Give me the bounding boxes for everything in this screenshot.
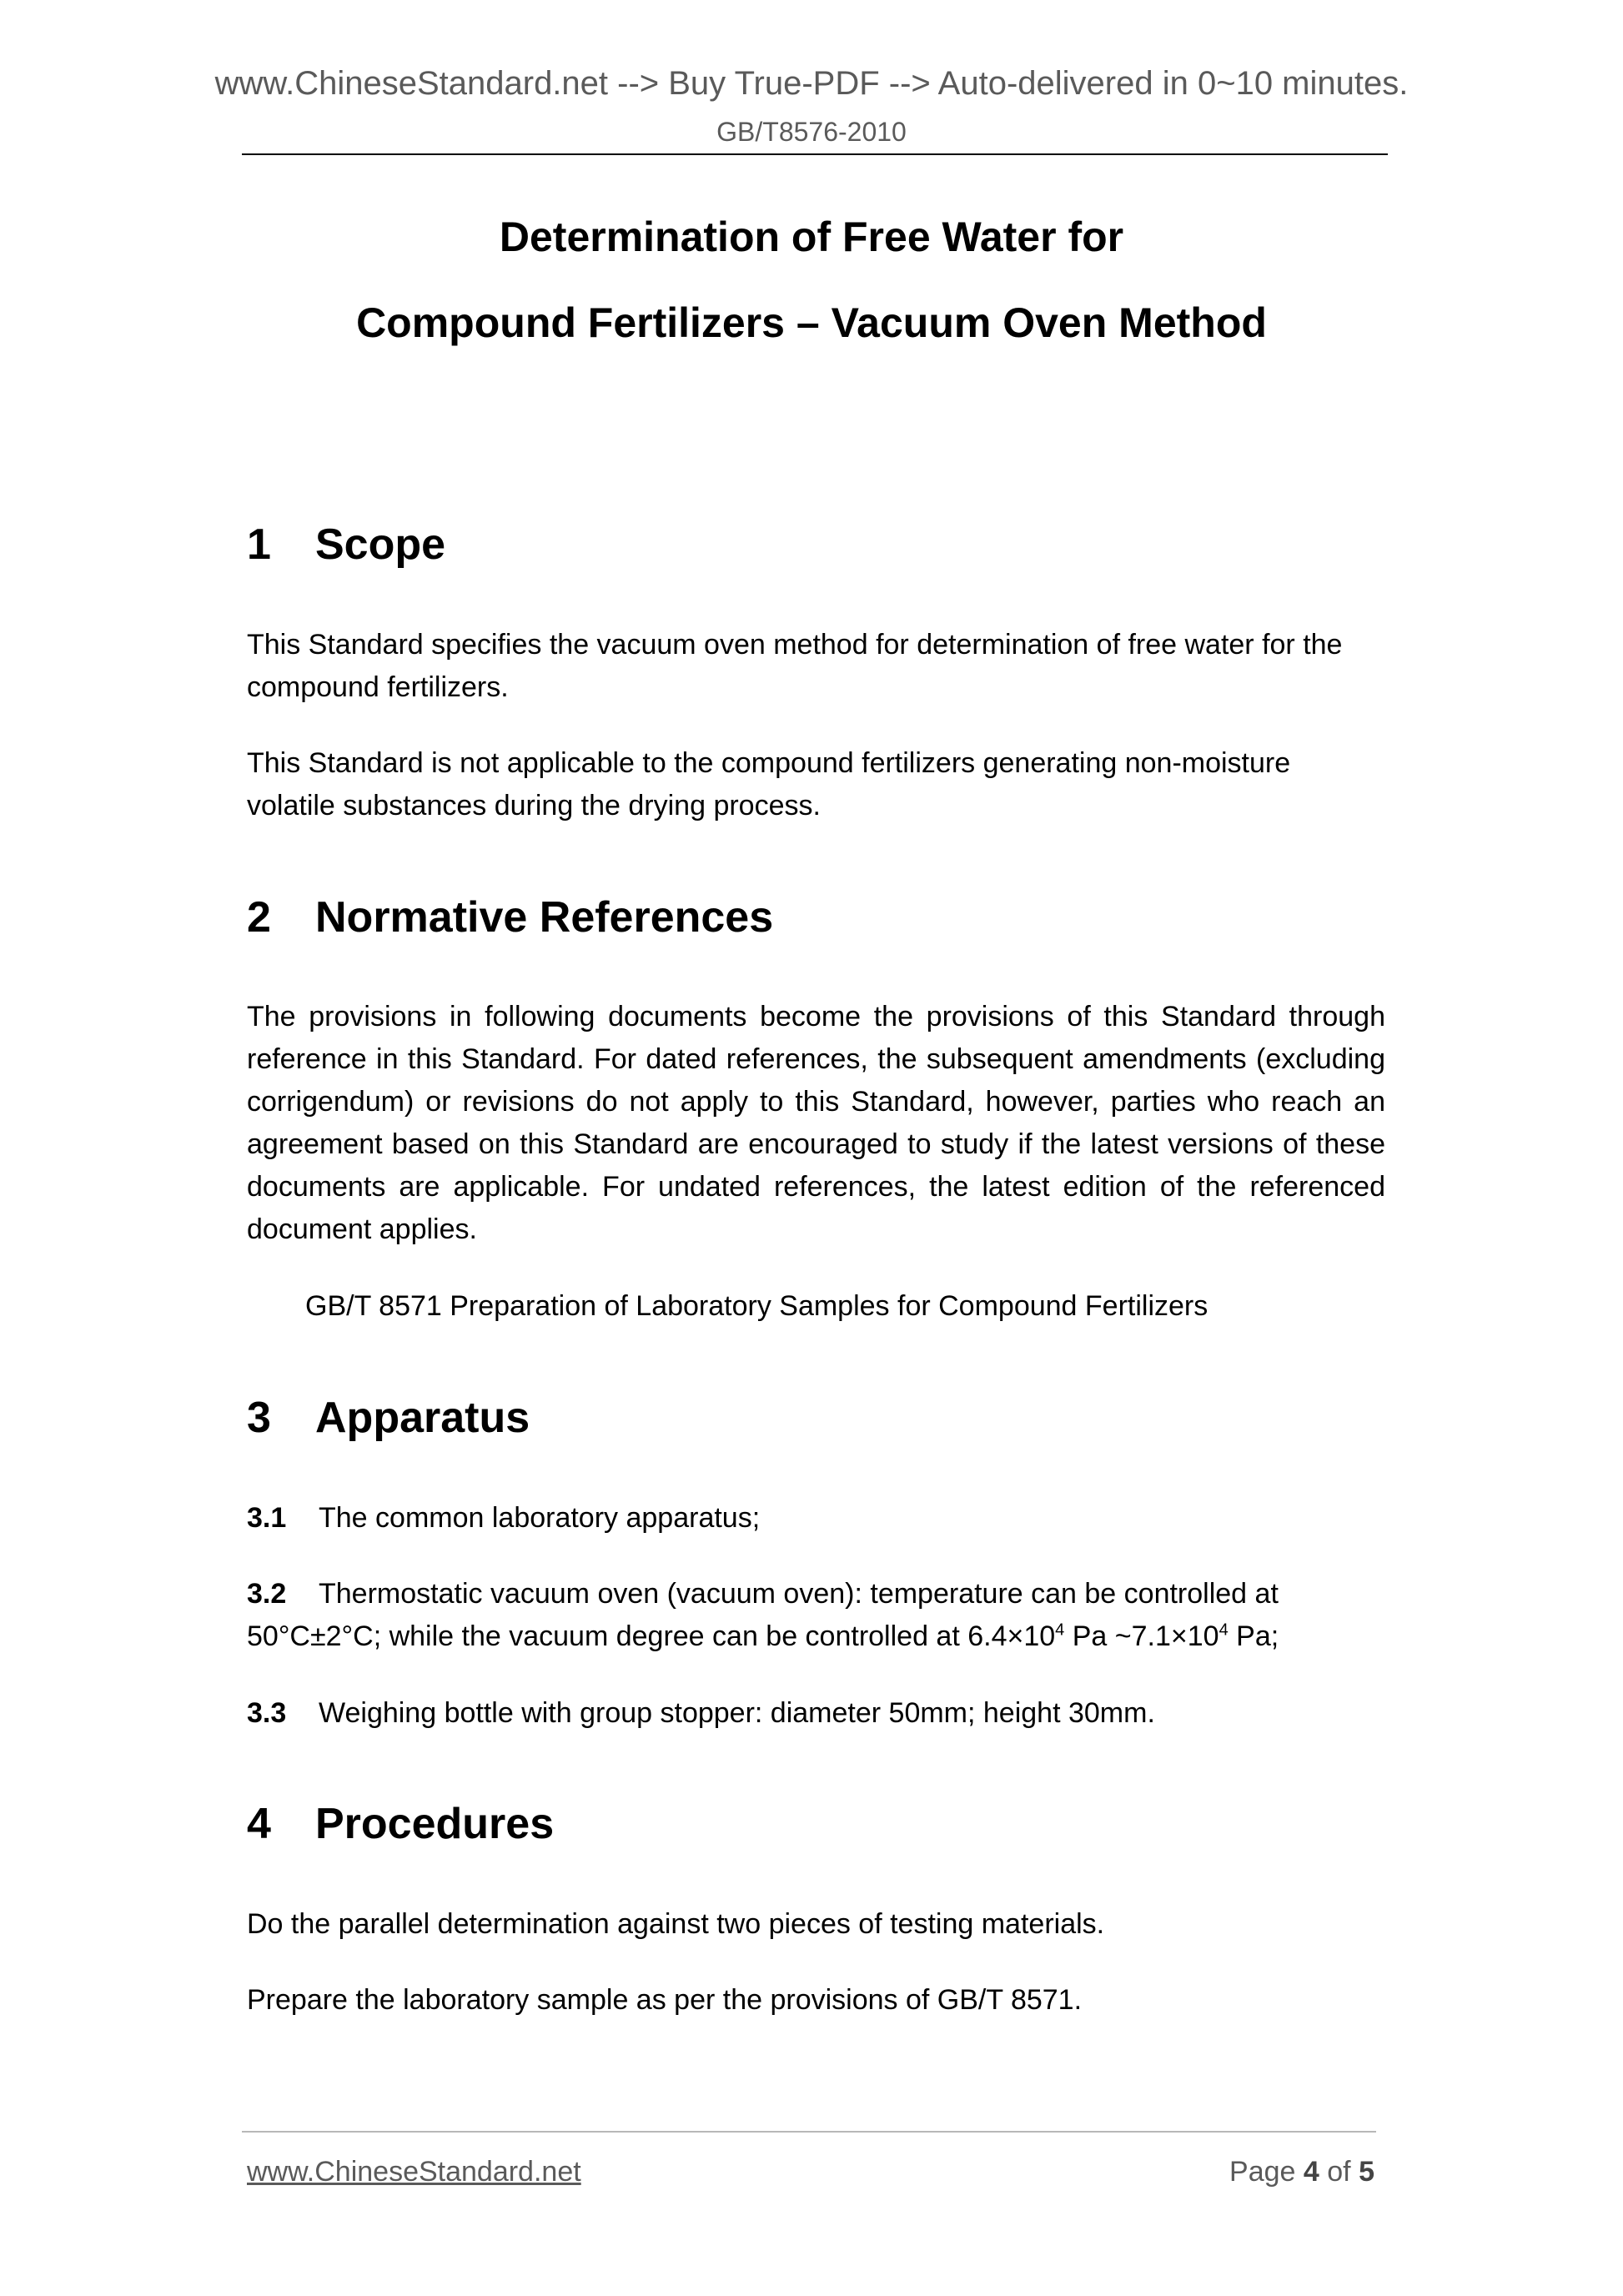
section-number: 2 — [247, 893, 271, 942]
section-heading-procedures — [247, 1799, 554, 1849]
document-title-line-2: Compound Fertilizers – Vacuum Oven Method — [356, 299, 1267, 346]
footer-divider — [242, 2131, 1376, 2133]
header-divider — [242, 153, 1388, 155]
section-number: 1 — [247, 520, 271, 569]
item-text-line-1: Thermostatic vacuum oven (vacuum oven): temperature can be controlled at — [319, 1578, 1279, 1610]
section-title: Normative References — [315, 893, 774, 942]
item-text: The common laboratory apparatus; — [319, 1502, 761, 1534]
page-prefix: Page — [1229, 2156, 1304, 2188]
section-title: Procedures — [315, 1800, 555, 1848]
item-text: Weighing bottle with group stopper: diameter 50mm; height 30mm. — [319, 1697, 1155, 1729]
header-banner[interactable]: www.ChineseStandard.net --> Buy True-PDF --> Auto-delivered in 0~10 minutes. — [214, 65, 1409, 102]
procedures-paragraph-2: Prepare the laboratory sample as per the provisions of GB/T 8571. — [247, 1984, 1083, 2016]
item-number: 3.1 — [247, 1502, 287, 1534]
procedures-paragraph-1: Do the parallel determination against two pieces of testing materials. — [247, 1908, 1105, 1940]
document-title-line-1: Determination of Free Water for — [499, 214, 1124, 260]
section-heading-scope — [247, 520, 445, 570]
exponent: 4 — [1219, 1620, 1229, 1640]
section-number: 4 — [247, 1800, 271, 1848]
item-number: 3.3 — [247, 1697, 287, 1729]
item-text-line-2-mid: Pa ~7.1×10 — [1064, 1620, 1219, 1652]
section-heading-normative-references — [247, 892, 773, 942]
page-separator: of — [1319, 2156, 1359, 2188]
apparatus-item-3-3 — [247, 1692, 1385, 1735]
exponent: 4 — [1055, 1620, 1065, 1640]
scope-paragraph-1: This Standard specifies the vacuum oven method for determination of free water for the compound fertilizers. — [247, 629, 1343, 703]
footer-link[interactable]: www.ChineseStandard.net — [247, 2156, 581, 2188]
section-number: 3 — [247, 1394, 271, 1442]
page-current: 4 — [1303, 2156, 1319, 2188]
reference-item-gbt8571: GB/T 8571 Preparation of Laboratory Samples for Compound Fertilizers — [305, 1290, 1208, 1322]
page-number — [1229, 2156, 1374, 2188]
section-title: Apparatus — [315, 1394, 530, 1442]
item-number: 3.2 — [247, 1578, 287, 1610]
scope-paragraph-2: This Standard is not applicable to the compound fertilizers generating non-moisture volatile substances during the drying process. — [247, 747, 1291, 821]
item-text-line-2: 50°C±2°C; while the vacuum degree can be controlled at 6.4×10 — [247, 1620, 1056, 1652]
references-paragraph: The provisions in following documents become the provisions of this Standard through reference in this Standard. For dated references, the subsequent amendments (excluding corrigendum) or revisions do not apply to this Standard, however, parties who reach an agreement based on this Standard are encouraged to study if the latest versions of these documents are applicable. For undated references, the latest edition of the referenced document applies. — [247, 1001, 1385, 1245]
document-id: GB/T8576-2010 — [716, 117, 907, 147]
section-title: Scope — [315, 520, 446, 569]
page-total: 5 — [1359, 2156, 1374, 2188]
item-text-line-2-end: Pa; — [1228, 1620, 1279, 1652]
section-heading-apparatus — [247, 1393, 530, 1443]
apparatus-item-3-1 — [247, 1497, 1385, 1540]
apparatus-item-3-2 — [247, 1573, 1385, 1658]
